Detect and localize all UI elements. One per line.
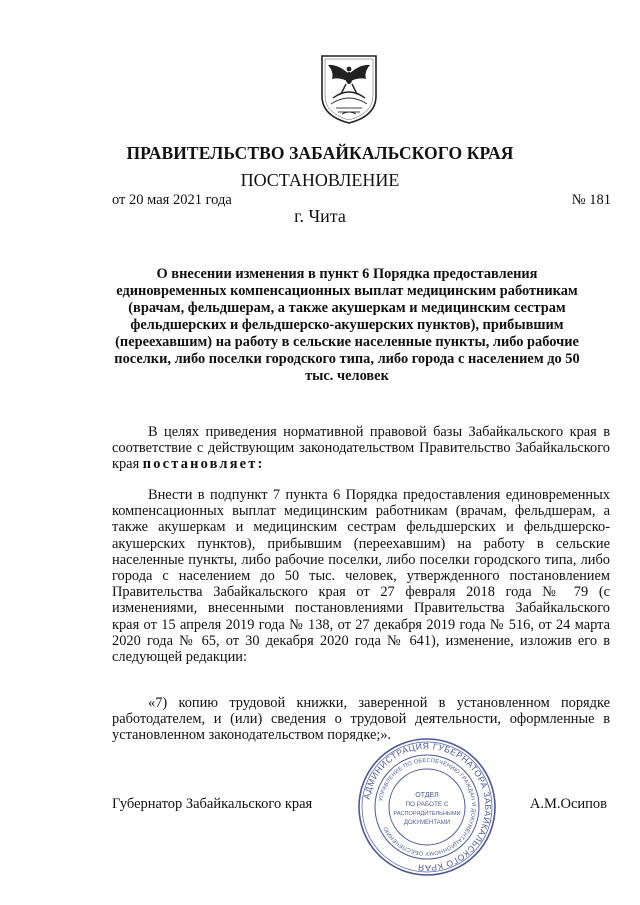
seal-center-line-2: ПО РАБОТЕ С bbox=[405, 801, 449, 808]
seal-center-line-4: ДОКУМЕНТАМИ bbox=[403, 820, 451, 826]
seal-inner-text: УПРАВЛЕНИЕ ПО ОБЕСПЕЧЕНИЮ ГРАЖДАН И ДОКУМЕНТАЦИОННОМУ ОБЕСПЕЧЕНИЮ bbox=[378, 757, 477, 857]
document-city: г. Чита bbox=[294, 206, 346, 226]
new-wording-paragraph: «7) копию трудовой книжки, заверенной в установленном порядке работодателем, и (или) сведения о трудовой деятельности, оформленные в установленном законодательством порядке;». bbox=[112, 695, 610, 744]
government-title: ПРАВИТЕЛЬСТВО ЗАБАЙКАЛЬСКОГО КРАЯ bbox=[126, 143, 514, 163]
signatory-name: А.М.Осипов bbox=[529, 796, 607, 812]
seal-outer-text: АДМИНИСТРАЦИЯ ГУБЕРНАТОРА ЗАБАЙКАЛЬСКОГО КРАЯ bbox=[361, 740, 494, 874]
seal-center-line-1: ОТДЕЛ bbox=[415, 792, 439, 799]
decree-keyword: постановляет: bbox=[142, 456, 265, 473]
document-type: ПОСТАНОВЛЕНИЕ bbox=[240, 170, 400, 190]
amendment-paragraph: Внести в подпункт 7 пункта 6 Порядка предоставления единовременных компенсационных выплат медицинским работникам (врачам, фельдшерам, а также акушеркам и медицинским сестрам фельдшерских и фельдшерско-акушерских пунктов), прибывшим (переехавшим) на работу в сельские населенные пункты, либо рабочие поселки, либо поселки городского типа, либо города с населением до 50 тыс. человек, утвержденного постановлением Правительства Забайкальского края от 27 февраля 2018 года № 79 (с изменениями, внесенными постановлениями Правительства Забайкальского края от 15 апреля 2019 года № 138, от 27 декабря 2019 года № 516, от 24 марта 2020 года № 65, от 30 декабря 2020 года № 641), изменение, изложив его в следующей редакции: bbox=[112, 487, 610, 666]
preamble-paragraph bbox=[112, 424, 610, 473]
seal-center-line-3: РАСПОРЯДИТЕЛЬНЫМИ bbox=[393, 811, 461, 817]
signatory-position: Губернатор Забайкальского края bbox=[112, 796, 313, 812]
document-date: от 20 мая 2021 года bbox=[112, 192, 232, 208]
document-number: № 181 bbox=[571, 192, 611, 208]
official-seal-stamp bbox=[356, 736, 498, 878]
coat-of-arms-emblem bbox=[318, 52, 380, 126]
document-heading: О внесении изменения в пункт 6 Порядка предоставления единовременных компенсационных выплат медицинским работникам (врачам, фельдшерам, а также акушеркам и медицинским сестрам фельдшерских и фельдшерско-акушерских пунктов), прибывшим (переехавшим) на работу в сельские населенные пункты, либо рабочие поселки, либо поселки городского типа, либо города с населением до 50 тыс. человек bbox=[114, 266, 580, 384]
preamble-text: В целях приведения нормативной правовой базы Забайкальского края в соответствие с действующим законодательством Правительство Забайкальского края bbox=[112, 424, 610, 473]
